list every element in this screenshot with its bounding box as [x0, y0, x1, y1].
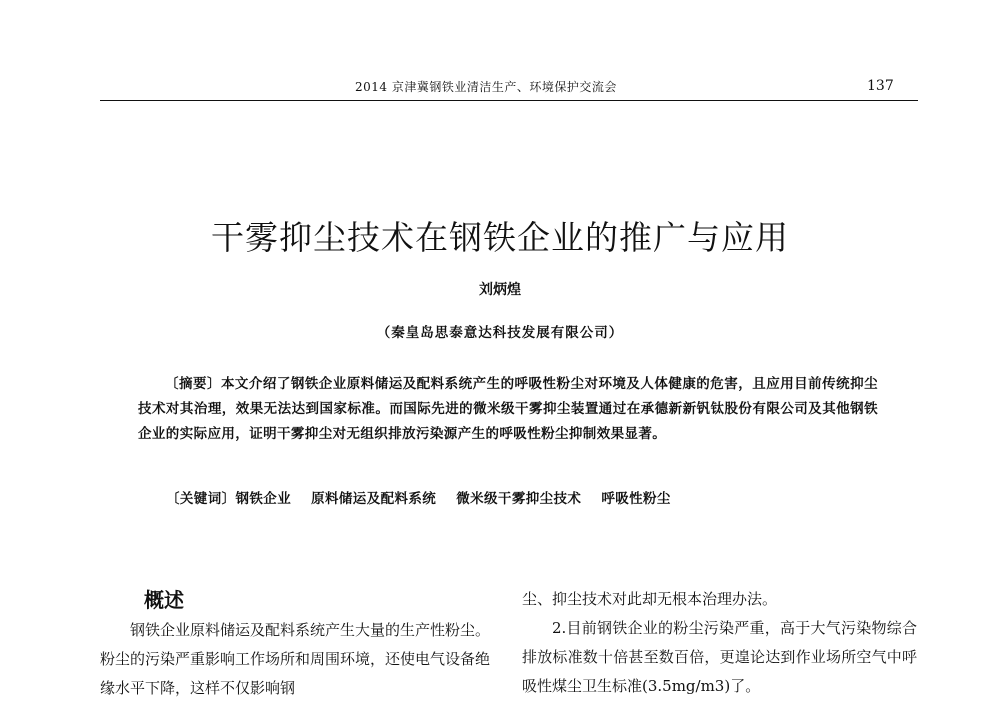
abstract-paragraph [138, 372, 878, 447]
body-paragraph: 钢铁企业原料储运及配料系统产生大量的生产性粉尘。粉尘的污染严重影响工作场所和周围环境，还使电气设备绝缘水平下降，这样不仅影响钢 [100, 621, 491, 697]
author-name: 刘炳煌 [479, 282, 521, 298]
abstract-text: 本文介绍了钢铁企业原料储运及配料系统产生的呼吸性粉尘对环境及人体健康的危害，且应用目前传统抑尘技术对其治理，效果无法达到国家标准。而国际先进的微米级干雾抑尘装置通过在承德新新钒钛股份有限公司及其他钢铁企业的实际应用，证明干雾抑尘对无组织排放污染源产生的呼吸性粉尘抑制效果显著。 [138, 376, 878, 442]
keywords-line [138, 487, 878, 507]
keyword: 原料储运及配料系统 [311, 491, 437, 507]
body-paragraph: 2.目前钢铁企业的粉尘污染严重，高于大气污染物综合排放标准数十倍甚至数百倍，更遑论达到作业场所空气中呼吸性煤尘卫生标准(3.5mg/m3)了。 [522, 619, 917, 695]
running-header: 2014 京津冀钢铁业清洁生产、环境保护交流会 [355, 80, 617, 94]
page-number: 137 [867, 78, 894, 94]
author-affiliation: （秦皇岛思泰意达科技发展有限公司） [376, 325, 624, 341]
abstract [138, 372, 878, 447]
abstract-label: 〔摘要〕 [165, 376, 221, 392]
section-heading: 概述 [144, 588, 184, 612]
body-paragraph-continuation: 尘、抑尘技术对此却无根本治理办法。 [522, 590, 778, 608]
paper-title: 干雾抑尘技术在钢铁企业的推广与应用 [211, 218, 789, 257]
body-left-column [100, 585, 490, 703]
header-divider [100, 100, 918, 101]
keyword: 微米级干雾抑尘技术 [456, 491, 582, 507]
keyword: 钢铁企业 [235, 491, 292, 507]
keyword: 呼吸性粉尘 [601, 491, 671, 507]
keywords-label: 〔关键词〕 [166, 491, 236, 507]
body-right-column [522, 585, 917, 701]
